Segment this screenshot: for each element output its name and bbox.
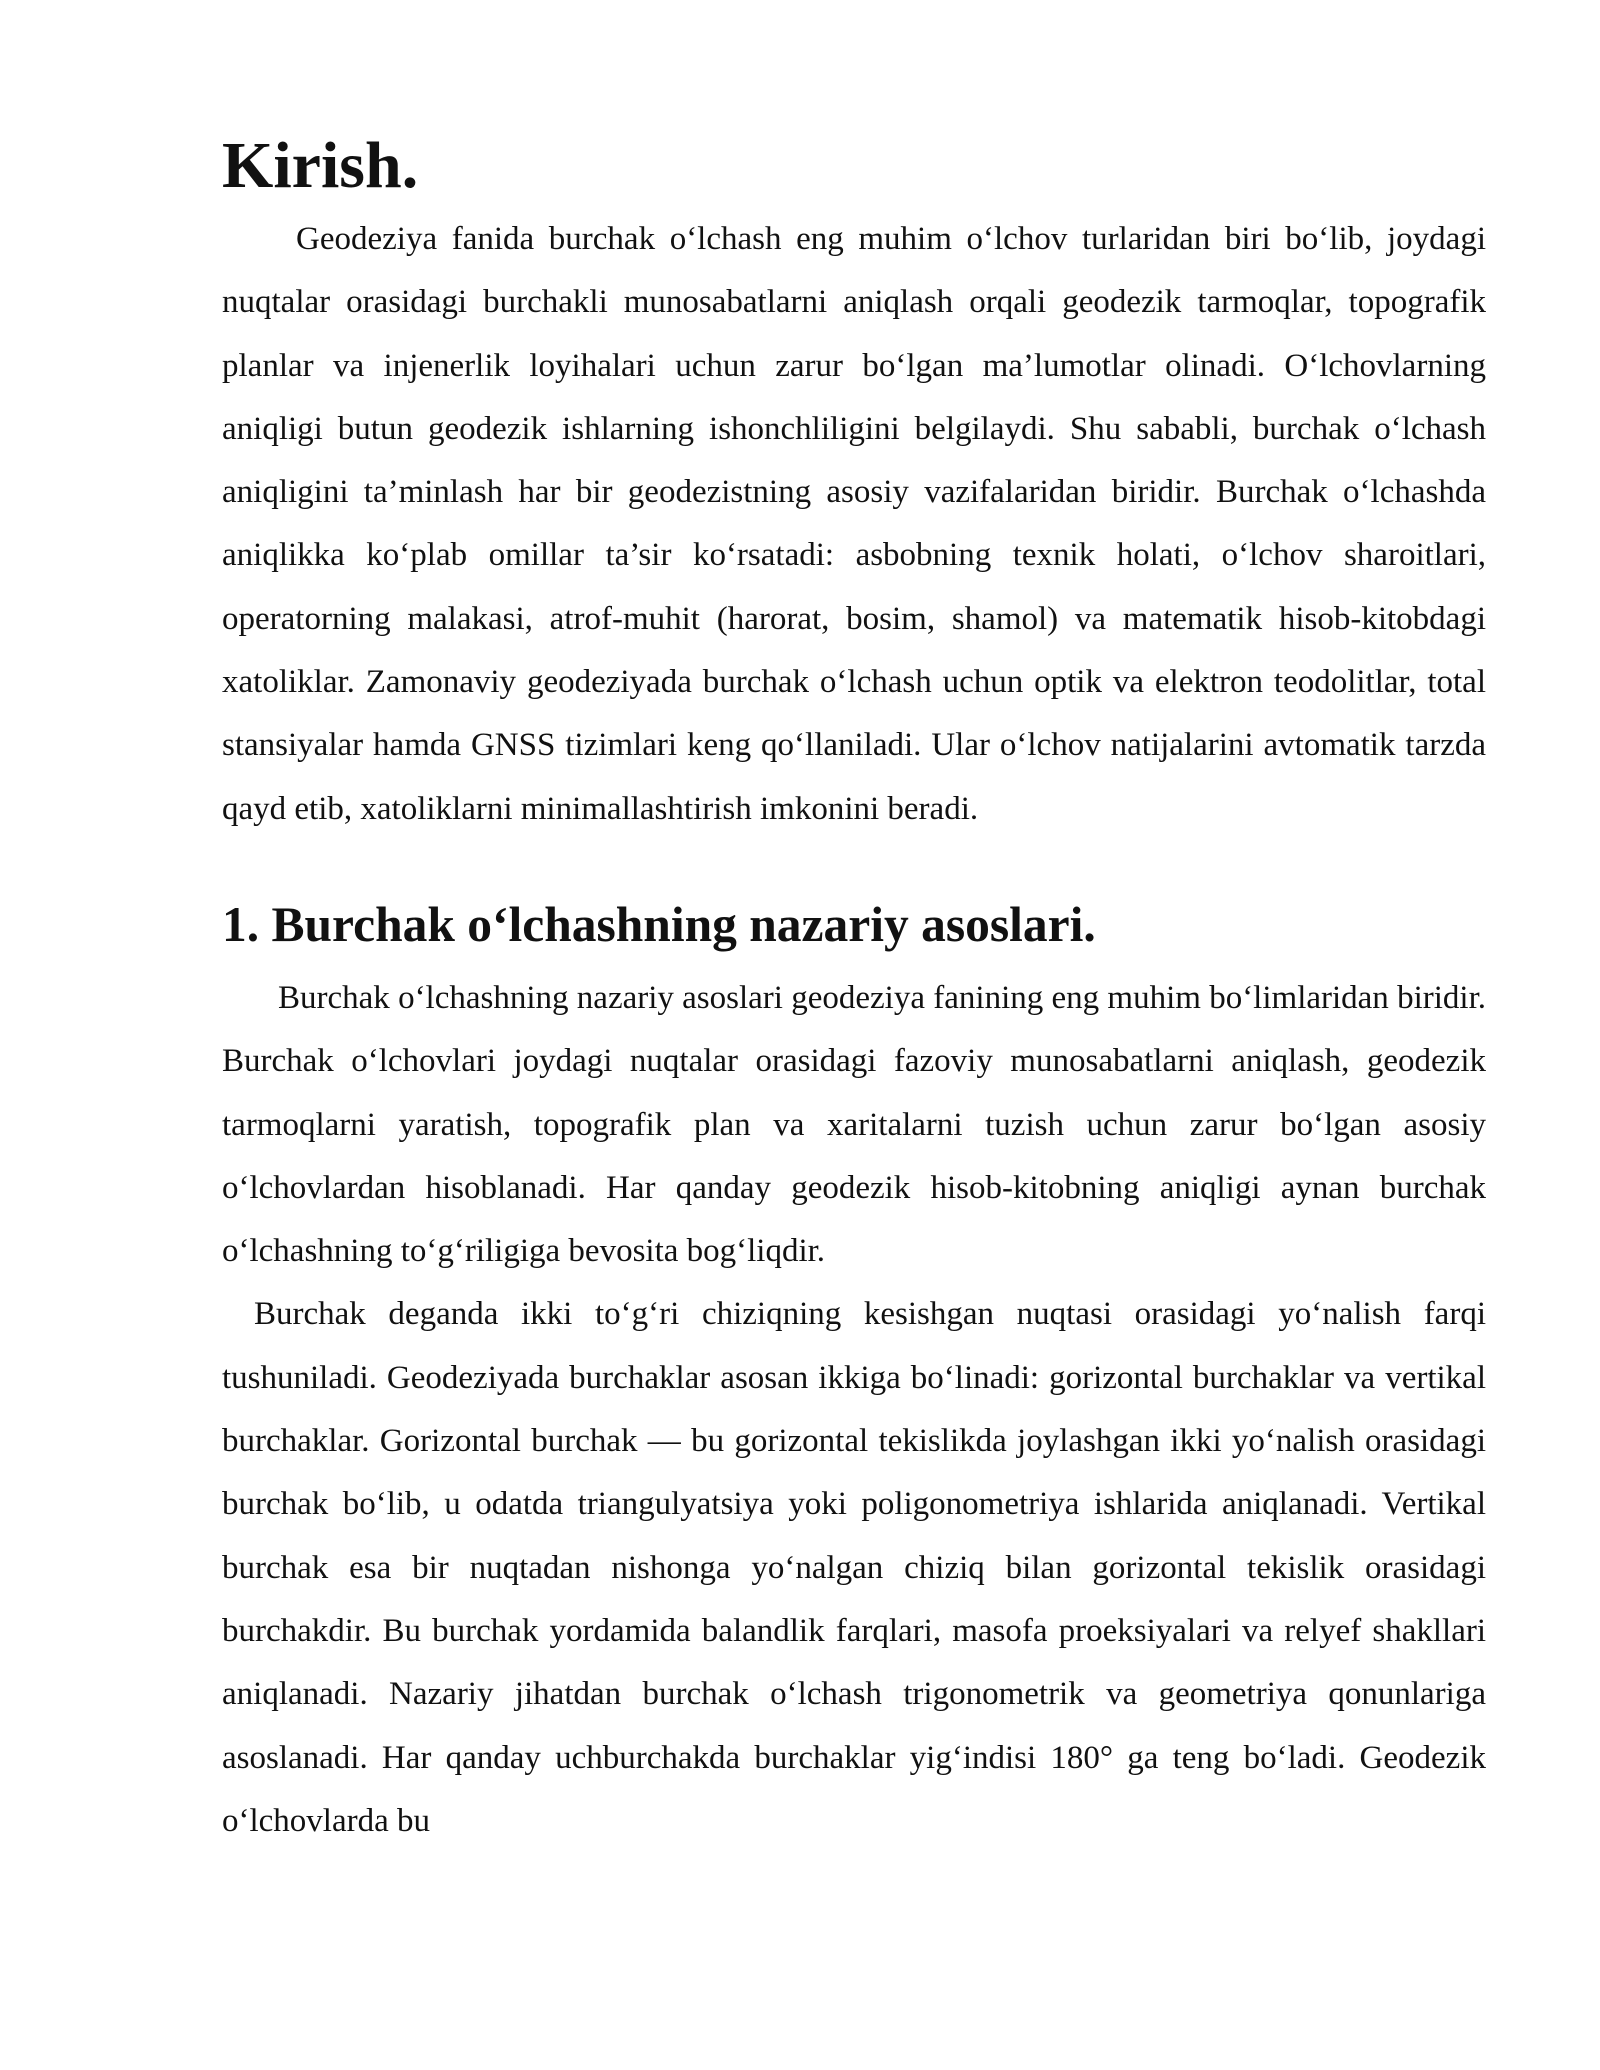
section-1-paragraph-1: Burchak o‘lchashning nazariy asoslari geodeziya fanining eng muhim bo‘limlaridan biridir. Burchak o‘lchovlari joydagi nuqtalar orasidagi fazoviy munosabatlarni aniqlash, geodezik tarmoqlarni yaratish, topografik plan va xaritalarni tuzish uchun zarur bo‘lgan asosiy o‘lchovlardan hisoblanadi. Har qanday geodezik hisob-kitobning aniqligi aynan burchak o‘lchashning to‘g‘riligiga bevosita bog‘liqdir.: [222, 979, 1486, 1270]
section-1-heading: 1. Burchak o‘lchashning nazariy asoslari.: [222, 896, 1096, 952]
intro-heading: Kirish.: [222, 129, 419, 202]
section-1-paragraph-2: Burchak deganda ikki to‘g‘ri chiziqning kesishgan nuqtasi orasidagi yo‘nalish farqi tushuniladi. Geodeziyada burchaklar asosan ikkiga bo‘linadi: gorizontal burchaklar va vertikal burchaklar. Gorizontal burchak — bu gorizontal tekislikda joylashgan ikki yo‘nalish orasidagi burchak bo‘lib, u odatda triangulyatsiya yoki poligonometriya ishlarida aniqlanadi. Vertikal burchak esa bir nuqtadan nishonga yo‘nalgan chiziq bilan gorizontal tekislik orasidagi burchakdir. Bu burchak yordamida balandlik farqlari, masofa proeksiyalari va relyef shakllari aniqlanadi. Nazariy jihatdan burchak o‘lchash trigonometrik va geometriya qonunlariga asoslanadi. Har qanday uchburchakda burchaklar yig‘indisi 180° ga teng bo‘ladi. Geodezik o‘lchovlarda bu: [222, 1296, 1486, 1839]
intro-paragraph: Geodeziya fanida burchak o‘lchash eng muhim o‘lchov turlaridan biri bo‘lib, joydagi nuqtalar orasidagi burchakli munosabatlarni aniqlash orqali geodezik tarmoqlar, topografik planlar va injenerlik loyihalari uchun zarur bo‘lgan ma’lumotlar olinadi. O‘lchovlarning aniqligi butun geodezik ishlarning ishonchliligini belgilaydi. Shu sababli, burchak o‘lchash aniqligini ta’minlash har bir geodezistning asosiy vazifalaridan biridir. Burchak o‘lchashda aniqlikka ko‘plab omillar ta’sir ko‘rsatadi: asbobning texnik holati, o‘lchov sharoitlari, operatorning malakasi, atrof-muhit (harorat, bosim, shamol) va matematik hisob-kitobdagi xatoliklar. Zamonaviy geodeziyada burchak o‘lchash uchun optik va elektron teodolitlar, total stansiyalar hamda GNSS tizimlari keng qo‘llaniladi. Ular o‘lchov natijalarini avtomatik tarzda qayd etib, xatoliklarni minimallashtirish imkonini beradi.: [222, 221, 1486, 827]
document-page: [222, 129, 1486, 1853]
section-spacer: [222, 841, 1486, 905]
